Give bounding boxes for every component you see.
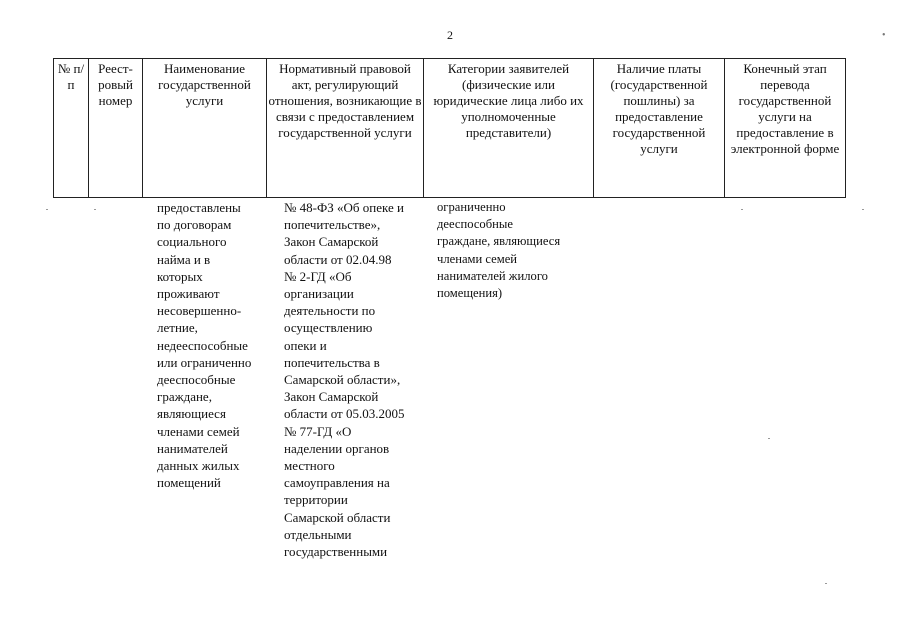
scan-dot [94, 209, 96, 210]
text-line: № 2-ГД «Об [284, 268, 352, 284]
text-line: попечительстве», [284, 217, 381, 233]
text-line: области от 02.04.98 [284, 251, 392, 267]
header-name: Наименование государственной услуги [143, 59, 267, 198]
text-line: нанимателей жилого [437, 268, 548, 283]
text-line: найма и в [157, 251, 211, 267]
text-line: области от 05.03.2005 [284, 406, 405, 422]
text-line: Самарской области», [284, 372, 401, 388]
text-line: самоуправления на [284, 475, 390, 491]
scan-dot [768, 438, 770, 439]
text-line: или ограниченно [157, 354, 252, 370]
header-row [54, 59, 846, 198]
text-line: недееспособные [157, 337, 248, 353]
scan-dot [46, 209, 48, 210]
text-line: несовершенно- [157, 303, 242, 319]
header-table [53, 58, 846, 198]
header-fee: Наличие платы (государственной пошлины) за предоставление государственной услуги [594, 59, 725, 198]
text-line: социального [157, 234, 227, 250]
scan-dot [825, 583, 827, 584]
text-line: которых [157, 268, 203, 284]
text-line: № 77-ГД «О [284, 423, 352, 439]
text-line: опеки и [284, 337, 327, 353]
text-line: являющиеся [157, 406, 226, 422]
scan-dot [862, 209, 864, 210]
text-line: дееспособные [157, 372, 236, 388]
text-line: летние, [157, 320, 198, 336]
text-line: ограниченно [437, 200, 506, 214]
text-line: отдельными [284, 526, 352, 542]
service-name-text [157, 199, 251, 491]
text-line: осуществлению [284, 320, 373, 336]
text-line: организации [284, 286, 354, 302]
text-line: данных жилых [157, 458, 240, 474]
text-line: проживают [157, 286, 220, 302]
text-line: членами семей [157, 423, 240, 439]
header-act: Нормативный правовой акт, регулирующий отношения, возникающие в связи с предоставлением государственной услуги [267, 59, 424, 198]
header-registry: Реест-ровый номер [89, 59, 143, 198]
scan-dot [741, 209, 743, 210]
header-num: № п/п [54, 59, 89, 198]
text-line: деятельности по [284, 303, 376, 319]
text-line: по договорам [157, 217, 232, 233]
stray-mark: • [882, 30, 886, 41]
text-line: местного [284, 458, 335, 474]
text-line: территории [284, 492, 348, 508]
header-categories: Категории заявителей (физические или юридические лица либо их уполномоченные представители) [424, 59, 594, 198]
text-line: государственными [284, 544, 388, 560]
header-final-stage: Конечный этап перевода государственной услуги на предоставление в электронной форме [725, 59, 846, 198]
text-line: помещения) [437, 286, 503, 301]
text-line: наделении органов [284, 440, 390, 456]
text-line: членами семей [437, 251, 518, 266]
text-line: граждане, [157, 389, 212, 405]
applicant-categories-text [437, 199, 560, 302]
text-line: помещений [157, 475, 221, 491]
text-line: № 48-ФЗ «Об опеке и [284, 200, 404, 215]
text-line: предоставлены [157, 200, 241, 215]
text-line: Самарской области [284, 509, 391, 525]
text-line: граждане, являющиеся [437, 234, 561, 249]
legal-act-text [284, 199, 404, 560]
page-number: 2 [447, 28, 453, 42]
text-line: Закон Самарской [284, 389, 379, 405]
text-line: Закон Самарской [284, 234, 379, 250]
text-line: нанимателей [157, 440, 228, 456]
text-line: попечительства в [284, 354, 380, 370]
text-line: дееспособные [437, 217, 513, 232]
